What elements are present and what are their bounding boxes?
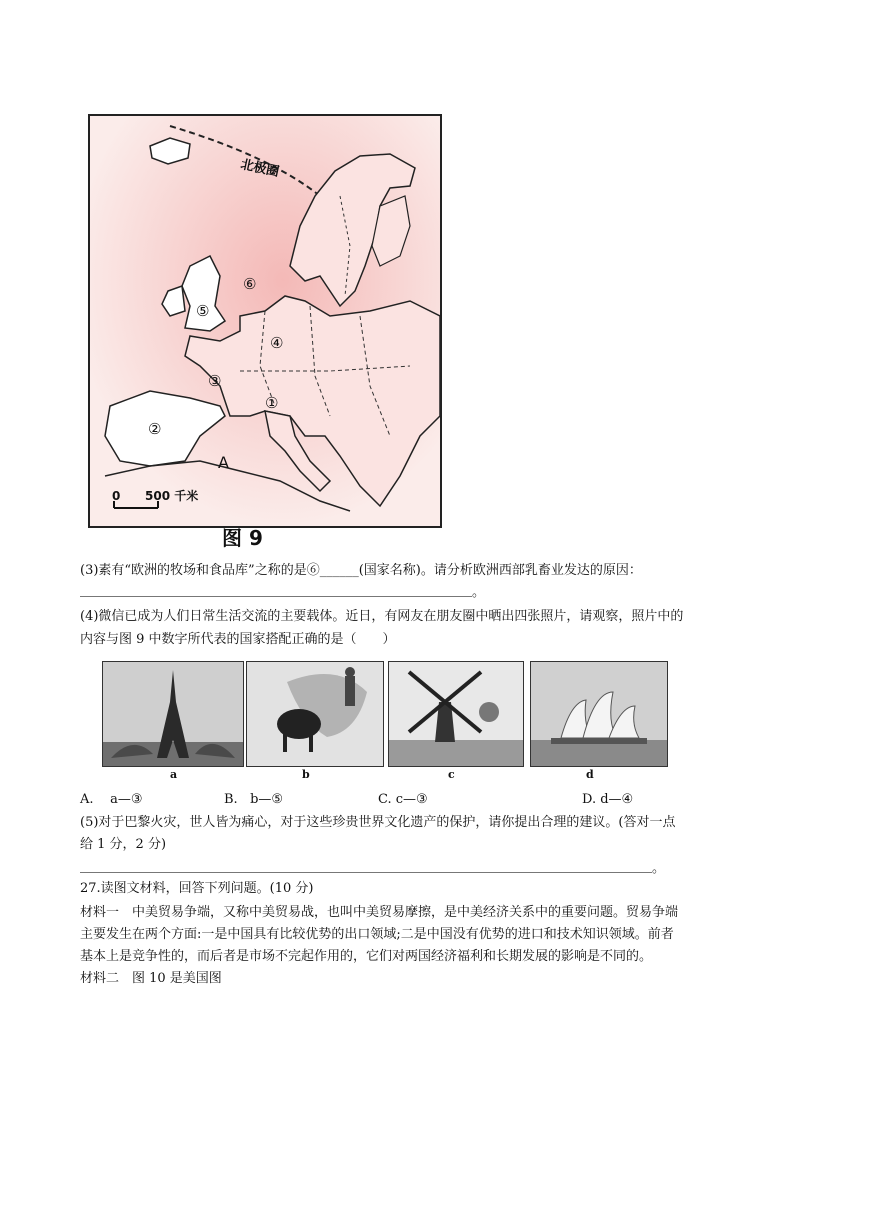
option-d[interactable] <box>582 792 633 807</box>
figure-9-caption: 图 9 <box>222 526 263 550</box>
q3-text: (3)素有“欧洲的牧场和食品库”之称的是⑥______(国家名称)。请分析欧洲西部乳畜业发达的原因： <box>80 563 642 578</box>
photo-a-eiffel-tower <box>102 661 244 767</box>
q4-line-2: 内容与图 9 中数字所代表的国家搭配正确的是（ ） <box>80 632 396 647</box>
option-c[interactable] <box>378 792 428 807</box>
marker-6: ⑥ <box>243 275 257 293</box>
option-c-text: c—③ <box>395 792 428 807</box>
q3-answer-blank[interactable] <box>80 596 472 597</box>
q27-title: 27.读图文材料，回答下列问题。(10 分) <box>80 881 314 896</box>
q27-material1-line-2: 主要发生在两个方面:一是中国具有比较优势的出口领域;二是中国没有优势的进口和技术知识领域。前者 <box>80 927 674 942</box>
letter-a: A <box>218 453 229 472</box>
scale-zero: 0 <box>112 489 121 503</box>
q27-material1-line-1: 材料一 中美贸易争端，又称中美贸易战，也叫中美贸易摩擦，是中美经济关系中的重要问题。贸易争端 <box>80 905 679 920</box>
q5-end: 。 <box>652 861 666 876</box>
marker-1: ① <box>265 394 279 412</box>
photo-label-c: c <box>448 768 455 781</box>
photo-label-d: d <box>586 768 594 781</box>
marker-5: ⑤ <box>196 302 210 320</box>
q5-line-1: (5)对于巴黎火灾，世人皆为痛心，对于这些珍贵世界文化遗产的保护，请你提出合理的建议。(答对一点 <box>80 815 676 830</box>
q27-material2: 材料二 图 10 是美国图 <box>80 971 222 986</box>
scale-label: 500 千米 <box>145 489 199 503</box>
option-b-key: B. <box>224 792 238 807</box>
photo-d-sydney-opera-house <box>530 661 668 767</box>
marker-3: ③ <box>208 372 222 390</box>
photo-c-windmill <box>388 661 524 767</box>
arctic-circle-label: 北极圈 <box>239 157 281 181</box>
option-b-text: b—⑤ <box>250 792 284 807</box>
europe-map-drawing <box>90 116 440 526</box>
q4-line-1: (4)微信已成为人们日常生活交流的主要载体。近日，有网友在朋友圈中晒出四张照片，请观察，照片中的 <box>80 609 684 624</box>
option-a-key: A. <box>80 792 94 807</box>
option-a-text: a—③ <box>110 792 143 807</box>
photo-label-a: a <box>170 768 178 781</box>
europe-map <box>88 114 442 528</box>
q27-material1-line-3: 基本上是竞争性的，而后者是市场不完起作用的，它们对两国经济福利和长期发展的影响是不同的。 <box>80 949 653 964</box>
q5-answer-blank[interactable] <box>80 872 652 873</box>
option-b[interactable] <box>224 792 283 807</box>
marker-4: ④ <box>270 334 284 352</box>
option-c-key: C. <box>378 792 392 807</box>
q3-end: 。 <box>472 585 486 600</box>
option-a[interactable] <box>80 792 142 807</box>
option-d-key: D. <box>582 792 597 807</box>
photo-label-b: b <box>302 768 310 781</box>
photo-b-bullfight <box>246 661 384 767</box>
q5-line-2: 给 1 分，2 分) <box>80 837 167 852</box>
option-d-text: d—④ <box>600 792 634 807</box>
marker-2: ② <box>148 420 162 438</box>
